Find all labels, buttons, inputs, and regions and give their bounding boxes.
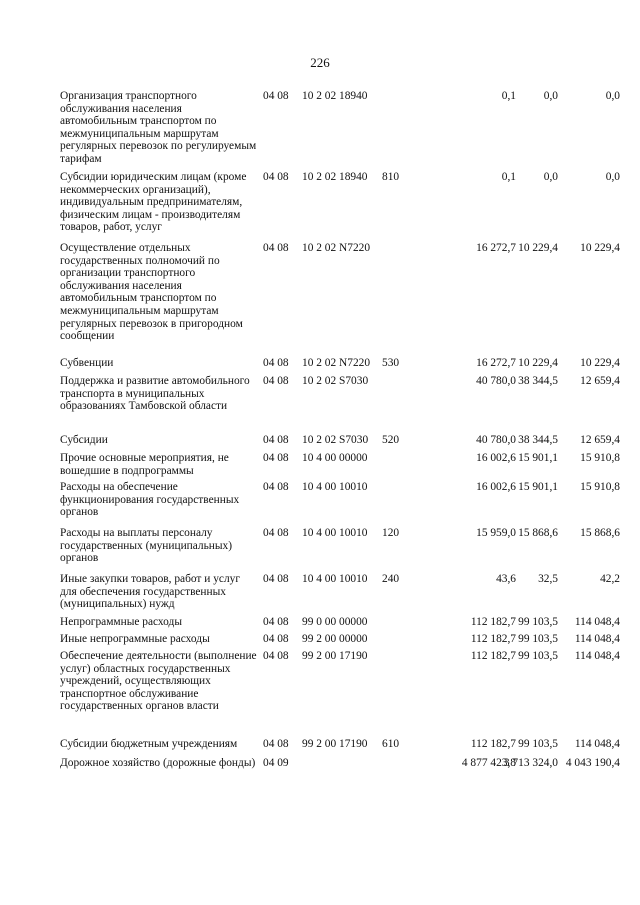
row-section-code: 04 08 bbox=[263, 375, 289, 387]
row-name: Субвенции bbox=[60, 357, 114, 369]
row-amount-year2: 99 103,5 bbox=[518, 650, 558, 662]
row-section-code: 04 08 bbox=[263, 171, 289, 183]
row-name: Прочие основные мероприятия, не вошедшие в подпрограммы bbox=[60, 452, 229, 477]
table-row bbox=[60, 481, 620, 527]
row-amount-year2: 99 103,5 bbox=[518, 616, 558, 628]
row-amount-year2: 15 901,1 bbox=[518, 481, 558, 493]
row-amount-year3: 114 048,4 bbox=[574, 616, 620, 628]
row-amount-year2: 0,0 bbox=[543, 171, 558, 183]
table-row bbox=[60, 242, 620, 357]
row-name: Поддержка и развитие автомобильного транспорта в муниципальных образованиях Тамбовской области bbox=[60, 375, 250, 413]
row-amount-year2: 10 229,4 bbox=[518, 357, 558, 369]
row-amount-year3: 15 868,6 bbox=[580, 527, 620, 539]
row-amount-year2: 10 229,4 bbox=[518, 242, 558, 254]
row-amount-year2: 99 103,5 bbox=[518, 738, 558, 750]
row-amount-year3: 10 229,4 bbox=[580, 357, 620, 369]
row-target-article: 10 2 02 S7030 bbox=[302, 434, 369, 446]
row-amount-year1: 4 877 423,8 bbox=[461, 757, 516, 769]
row-amount-year3: 12 659,4 bbox=[580, 434, 620, 446]
row-target-article: 10 4 00 10010 bbox=[302, 527, 368, 539]
row-amount-year1: 16 272,7 bbox=[476, 242, 516, 254]
row-name: Иные непрограммные расходы bbox=[60, 633, 210, 645]
row-target-article: 99 0 00 00000 bbox=[302, 616, 368, 628]
table-row bbox=[60, 650, 620, 738]
table-row bbox=[60, 738, 620, 757]
row-amount-year1: 112 182,7 bbox=[470, 633, 516, 645]
row-name: Субсидии юридическим лицам (кроме некоммерческих организаций), индивидуальным предпринимателям, физическим лицам - производителям товаров, работ, услуг bbox=[60, 171, 247, 234]
row-name: Расходы на обеспечение функционирования государственных органов bbox=[60, 481, 240, 519]
row-expense-type: 120 bbox=[382, 527, 400, 539]
row-amount-year2: 38 344,5 bbox=[518, 375, 558, 387]
row-name: Иные закупки товаров, работ и услуг для обеспечения государственных (муниципальных) нужд bbox=[60, 573, 241, 611]
row-target-article: 99 2 00 00000 bbox=[302, 633, 368, 645]
row-expense-type: 240 bbox=[382, 573, 400, 585]
table-row bbox=[60, 527, 620, 573]
row-amount-year1: 16 002,6 bbox=[476, 452, 516, 464]
row-amount-year1: 16 272,7 bbox=[476, 357, 516, 369]
row-name: Субсидии бюджетным учреждениям bbox=[60, 738, 238, 750]
row-amount-year3: 15 910,8 bbox=[580, 452, 620, 464]
row-section-code: 04 08 bbox=[263, 434, 289, 446]
row-target-article: 10 2 02 N7220 bbox=[302, 357, 371, 369]
row-section-code: 04 08 bbox=[263, 616, 289, 628]
row-section-code: 04 08 bbox=[263, 242, 289, 254]
row-name: Расходы на выплаты персоналу государственных (муниципальных) органов bbox=[60, 527, 233, 565]
row-amount-year3: 15 910,8 bbox=[580, 481, 620, 493]
row-amount-year3: 12 659,4 bbox=[580, 375, 620, 387]
row-name: Организация транспортного обслуживания населения автомобильным транспортом по межмуниципальным маршрутам регулярных перевозок по регулируемым тарифам bbox=[60, 90, 257, 165]
row-expense-type: 810 bbox=[382, 171, 400, 183]
row-amount-year3: 114 048,4 bbox=[574, 650, 620, 662]
row-section-code: 04 08 bbox=[263, 573, 289, 585]
row-amount-year1: 112 182,7 bbox=[470, 650, 516, 662]
row-amount-year2: 15 868,6 bbox=[518, 527, 558, 539]
row-section-code: 04 08 bbox=[263, 357, 289, 369]
row-amount-year2: 38 344,5 bbox=[518, 434, 558, 446]
table-row bbox=[60, 573, 620, 616]
row-amount-year2: 99 103,5 bbox=[518, 633, 558, 645]
row-amount-year2: 0,0 bbox=[543, 90, 558, 102]
row-target-article: 10 2 02 N7220 bbox=[302, 242, 371, 254]
row-expense-type: 610 bbox=[382, 738, 400, 750]
row-amount-year2: 3 713 324,0 bbox=[503, 757, 558, 769]
row-amount-year1: 0,1 bbox=[501, 90, 516, 102]
row-section-code: 04 08 bbox=[263, 481, 289, 493]
row-amount-year1: 40 780,0 bbox=[476, 434, 516, 446]
row-target-article: 10 2 02 18940 bbox=[302, 171, 368, 183]
row-section-code: 04 08 bbox=[263, 633, 289, 645]
table-row bbox=[60, 357, 620, 375]
row-section-code: 04 08 bbox=[263, 527, 289, 539]
table-row bbox=[60, 757, 620, 789]
row-expense-type: 520 bbox=[382, 434, 400, 446]
row-amount-year2: 32,5 bbox=[538, 573, 558, 585]
table-row bbox=[60, 452, 620, 481]
row-amount-year1: 0,1 bbox=[501, 171, 516, 183]
row-section-code: 04 08 bbox=[263, 452, 289, 464]
row-amount-year3: 114 048,4 bbox=[574, 633, 620, 645]
row-name: Непрограммные расходы bbox=[60, 616, 182, 628]
table-row bbox=[60, 434, 620, 452]
row-amount-year3: 4 043 190,4 bbox=[565, 757, 620, 769]
row-target-article: 10 4 00 10010 bbox=[302, 481, 368, 493]
row-amount-year3: 0,0 bbox=[605, 90, 620, 102]
table-row bbox=[60, 171, 620, 242]
row-target-article: 99 2 00 17190 bbox=[302, 738, 368, 750]
row-amount-year1: 16 002,6 bbox=[476, 481, 516, 493]
table-row bbox=[60, 633, 620, 650]
row-amount-year2: 15 901,1 bbox=[518, 452, 558, 464]
row-target-article: 99 2 00 17190 bbox=[302, 650, 368, 662]
row-amount-year1: 15 959,0 bbox=[476, 527, 516, 539]
table-row bbox=[60, 616, 620, 633]
row-section-code: 04 08 bbox=[263, 90, 289, 102]
budget-table bbox=[60, 90, 620, 789]
row-target-article: 10 4 00 00000 bbox=[302, 452, 368, 464]
row-name: Обеспечение деятельности (выполнение услуг) областных государственных учреждений, осуществляющих транспортное обслуживание государственных органов власти bbox=[60, 650, 257, 713]
row-amount-year1: 43,6 bbox=[496, 573, 516, 585]
row-name: Дорожное хозяйство (дорожные фонды) bbox=[60, 757, 256, 769]
row-amount-year3: 0,0 bbox=[605, 171, 620, 183]
row-amount-year1: 112 182,7 bbox=[470, 616, 516, 628]
row-amount-year3: 42,2 bbox=[600, 573, 620, 585]
row-amount-year3: 114 048,4 bbox=[574, 738, 620, 750]
row-name: Субсидии bbox=[60, 434, 108, 446]
row-section-code: 04 09 bbox=[263, 757, 289, 769]
row-amount-year1: 40 780,0 bbox=[476, 375, 516, 387]
table-row bbox=[60, 375, 620, 434]
row-section-code: 04 08 bbox=[263, 650, 289, 662]
row-target-article: 10 4 00 10010 bbox=[302, 573, 368, 585]
table-row bbox=[60, 90, 620, 171]
row-target-article: 10 2 02 S7030 bbox=[302, 375, 369, 387]
row-expense-type: 530 bbox=[382, 357, 400, 369]
row-section-code: 04 08 bbox=[263, 738, 289, 750]
row-name: Осуществление отдельных государственных полномочий по организации транспортного обслуживания населения автомобильным транспортом по межмуниципальным маршрутам регулярных перевозок в пригородном сообщении bbox=[60, 242, 243, 343]
page-number: 226 bbox=[310, 55, 330, 70]
row-amount-year1: 112 182,7 bbox=[470, 738, 516, 750]
row-amount-year3: 10 229,4 bbox=[580, 242, 620, 254]
row-target-article: 10 2 02 18940 bbox=[302, 90, 368, 102]
